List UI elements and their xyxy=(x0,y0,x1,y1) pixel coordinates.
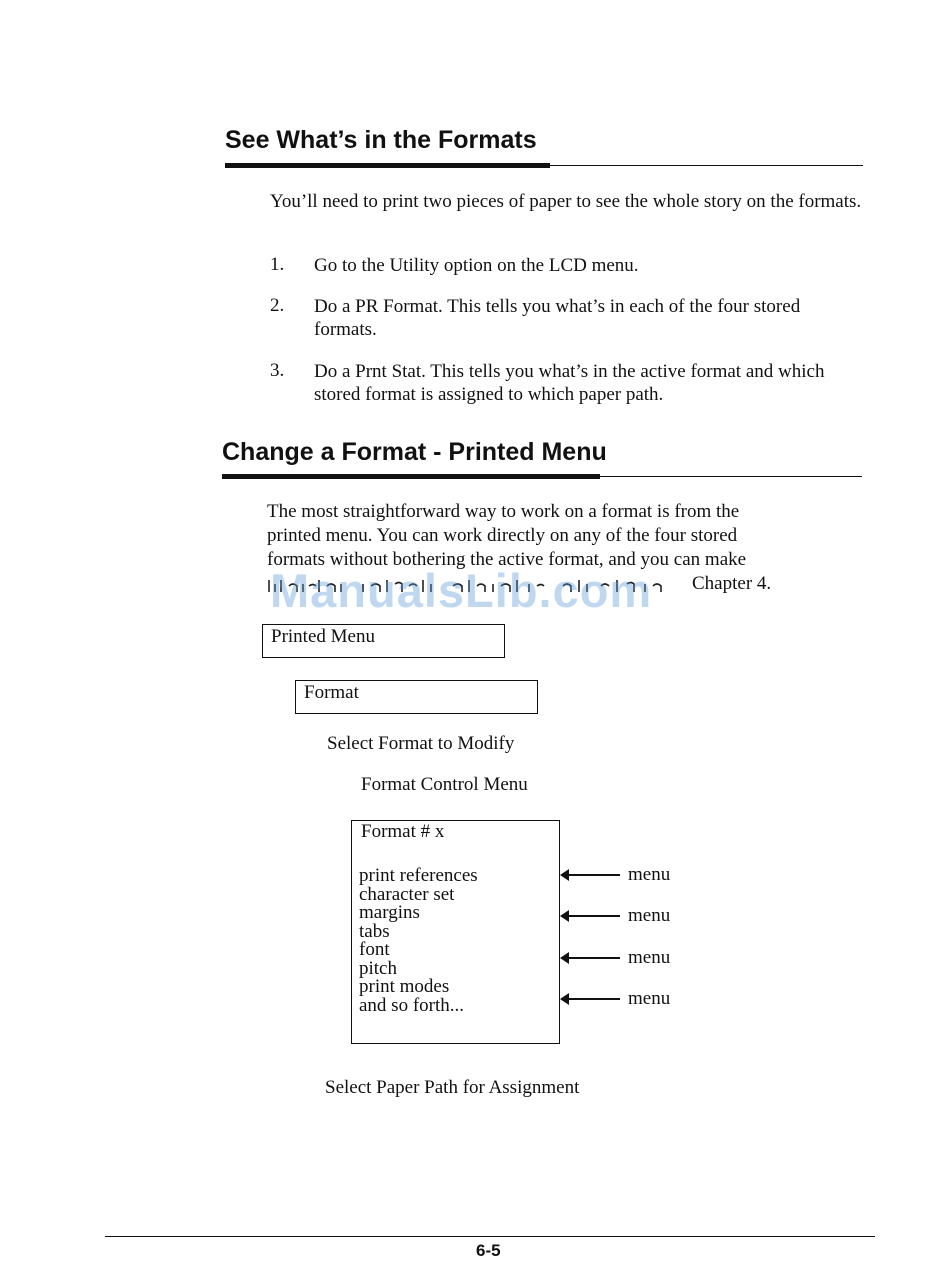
format-item: font xyxy=(359,939,390,960)
left-arrow-icon xyxy=(562,915,620,917)
page-number: 6-5 xyxy=(476,1241,501,1260)
menu-label: menu xyxy=(628,905,671,926)
left-arrow-icon xyxy=(562,874,620,876)
format-item: print modes xyxy=(359,976,450,997)
menu-arrow-row xyxy=(562,988,670,1010)
format-control-box xyxy=(351,820,560,1044)
select-paper-path-label: Select Paper Path for Assignment xyxy=(325,1077,580,1098)
format-item: margins xyxy=(359,902,420,923)
watermark: ManualsLib.com xyxy=(270,564,653,617)
step-number: 3. xyxy=(270,360,285,381)
format-item: print references xyxy=(359,865,478,886)
step-text: Do a PR Format. This tells you what’s in each of the four stored formats. xyxy=(314,296,801,340)
menu-arrow-row xyxy=(562,947,670,969)
format-label: Format xyxy=(304,682,359,703)
format-item-list xyxy=(359,867,478,1015)
menu-label: menu xyxy=(628,947,671,968)
section-heading-change-format: Change a Format - Printed Menu xyxy=(222,438,607,466)
format-item: character set xyxy=(359,883,455,905)
format-item: tabs xyxy=(359,920,390,942)
printed-menu-box xyxy=(262,624,505,658)
left-arrow-icon xyxy=(562,957,620,959)
format-box-title: Format # x xyxy=(361,821,445,842)
printed-menu-label: Printed Menu xyxy=(271,626,375,647)
menu-label: menu xyxy=(628,988,671,1009)
chapter-reference: Chapter 4. xyxy=(692,573,772,594)
select-format-label: Select Format to Modify xyxy=(327,733,515,754)
format-item: pitch xyxy=(359,957,397,979)
paragraph-line: formats without bothering the active format, and you can make xyxy=(267,549,747,570)
menu-arrow-row xyxy=(562,905,670,927)
footer-rule xyxy=(105,1236,875,1237)
intro-paragraph: You’ll need to print two pieces of paper to see the whole story on the formats. xyxy=(270,191,862,212)
paragraph-line: printed menu. You can work directly on any of the four stored xyxy=(267,525,738,546)
section-heading-see-formats: See What’s in the Formats xyxy=(225,126,537,154)
format-item: and so forth... xyxy=(359,994,465,1016)
step-number: 2. xyxy=(270,295,285,316)
step-number: 1. xyxy=(270,254,285,275)
menu-label: menu xyxy=(628,864,671,885)
menu-arrow-row xyxy=(562,864,670,886)
format-box xyxy=(295,680,538,714)
left-arrow-icon xyxy=(562,998,620,1000)
format-control-menu-label: Format Control Menu xyxy=(361,774,528,795)
step-text: Go to the Utility option on the LCD menu. xyxy=(314,255,639,276)
step-text: Do a Prnt Stat. This tells you what’s in the active format and which stored format is assigned to which paper path. xyxy=(314,361,825,405)
paragraph-line: The most straightforward way to work on a format is from the xyxy=(267,501,740,522)
